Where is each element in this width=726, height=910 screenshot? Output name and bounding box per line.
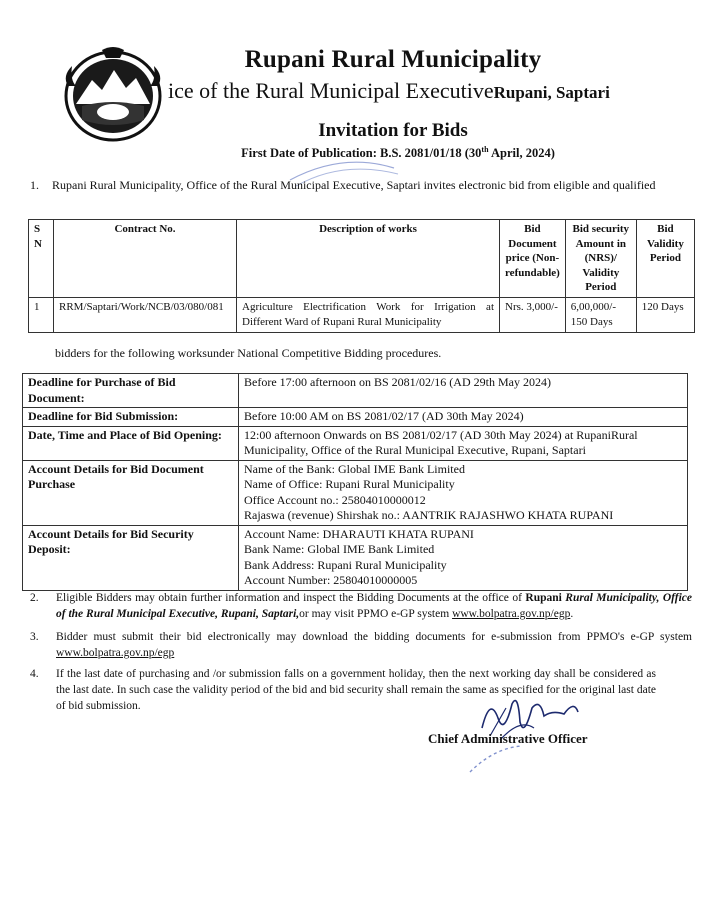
security-account-line: Account Number: 25804010000005	[244, 573, 418, 587]
deadline-table	[22, 373, 688, 591]
table-row	[23, 426, 688, 460]
bolpatra-link[interactable]: www.bolpatra.gov.np/egp	[56, 647, 175, 659]
clause-4: 4. If the last date of purchasing and /or submission falls on a government holiday, then the next working day shall be considered as the last date. In such case the validity period of the bid and bid security shall remain the same as specified for the original last date of bid submission.	[30, 668, 656, 712]
opening-value: 12:00 afternoon Onwards on BS 2081/02/17 (AD 30th May 2024) at RupaniRural Municipality, Office of the Rural Municipal Executive, Rupani, Saptari	[239, 426, 688, 460]
security-account-line: Bank Address: Rupani Rural Municipality	[244, 557, 447, 572]
cell-validity: 120 Days	[636, 297, 694, 332]
security-account-line: Bank Name: Global IME Bank Limited	[244, 542, 435, 556]
bid-table	[28, 219, 695, 333]
lead-text: bidders for the following worksunder National Competitive Bidding procedures.	[55, 346, 442, 360]
security-account-value	[239, 525, 688, 590]
purchase-deadline-label: Deadline for Purchase of Bid Document:	[23, 374, 239, 408]
table-row	[23, 374, 688, 408]
cell-sn: 1	[29, 297, 54, 332]
col-security: Bid security Amount in (NRS)/ Validity Period	[565, 220, 636, 298]
submission-deadline-value: Before 10:00 AM on BS 2081/02/17 (AD 30th May 2024)	[239, 408, 688, 427]
cell-contract: RRM/Saptari/Work/NCB/03/080/081	[54, 297, 237, 332]
table-row	[29, 297, 695, 332]
cell-description: Agriculture Electrification Work for Irrigation at Different Ward of Rupani Rural Municipality	[237, 297, 500, 332]
office-name: ice of the Rural Municipal Executive	[168, 78, 494, 103]
col-description: Description of works	[237, 220, 500, 298]
doc-account-label: Account Details for Bid Document Purchase	[23, 460, 239, 525]
col-sn: S N	[29, 220, 54, 298]
table-row	[23, 460, 688, 525]
cell-doc-price: Nrs. 3,000/-	[500, 297, 566, 332]
clause-2: 2. Eligible Bidders may obtain further information and inspect the Bidding Documents at the office of Rupani Rural Municipality, Office of the Rural Municipal Executive, Rupani, Saptari,or may visit PPMO e-GP system www.bolpatra.gov.np/egp.	[30, 592, 693, 620]
col-validity: Bid Validity Period	[636, 220, 694, 298]
col-contract: Contract No.	[54, 220, 237, 298]
security-account-label: Account Details for Bid Security Deposit:	[23, 525, 239, 590]
doc-account-line: Office Account no.: 25804010000012	[244, 492, 426, 507]
doc-account-value	[239, 460, 688, 525]
doc-account-line: Rajaswa (revenue) Shirshak no.: AANTRIK RAJASHWO KHATA RUPANI	[244, 508, 614, 522]
security-account-line: Account Name: DHARAUTI KHATA RUPANI	[244, 526, 474, 541]
bolpatra-link[interactable]: www.bolpatra.gov.np/egp	[452, 608, 571, 620]
submission-deadline-label: Deadline for Bid Submission:	[23, 408, 239, 427]
doc-account-line: Name of Office: Rupani Rural Municipality	[244, 477, 455, 491]
publication-date: First Date of Publication: B.S. 2081/01/18 (30th April, 2024)	[241, 145, 555, 161]
opening-label: Date, Time and Place of Bid Opening:	[23, 426, 239, 460]
purchase-deadline-value: Before 17:00 afternoon on BS 2081/02/16 (AD 29th May 2024)	[239, 374, 688, 408]
doc-account-line: Name of the Bank: Global IME Bank Limited	[244, 461, 465, 476]
signatory-designation: Chief Administrative Officer	[428, 731, 588, 746]
table-row	[23, 408, 688, 427]
office-location: Rupani, Saptari	[493, 83, 610, 102]
cell-security: 6,00,000/- 150 Days	[565, 297, 636, 332]
municipality-title: Rupani Rural Municipality	[244, 46, 542, 73]
table-row	[23, 525, 688, 590]
intro-paragraph: 1. Rupani Rural Municipality, Office of the Rural Municipal Executive, Saptari invites electronic bid from eligible and qualified	[30, 178, 656, 192]
document-title: Invitation for Bids	[318, 120, 468, 141]
clause-3: 3. Bidder must submit their bid electronically may download the bidding documents for e-submission from PPMO's e-GP system www.bolpatra.gov.np/egp	[30, 631, 692, 659]
col-doc-price: Bid Document price (Non-refundable)	[500, 220, 566, 298]
bid-table-header	[29, 220, 695, 298]
office-title	[168, 78, 610, 104]
